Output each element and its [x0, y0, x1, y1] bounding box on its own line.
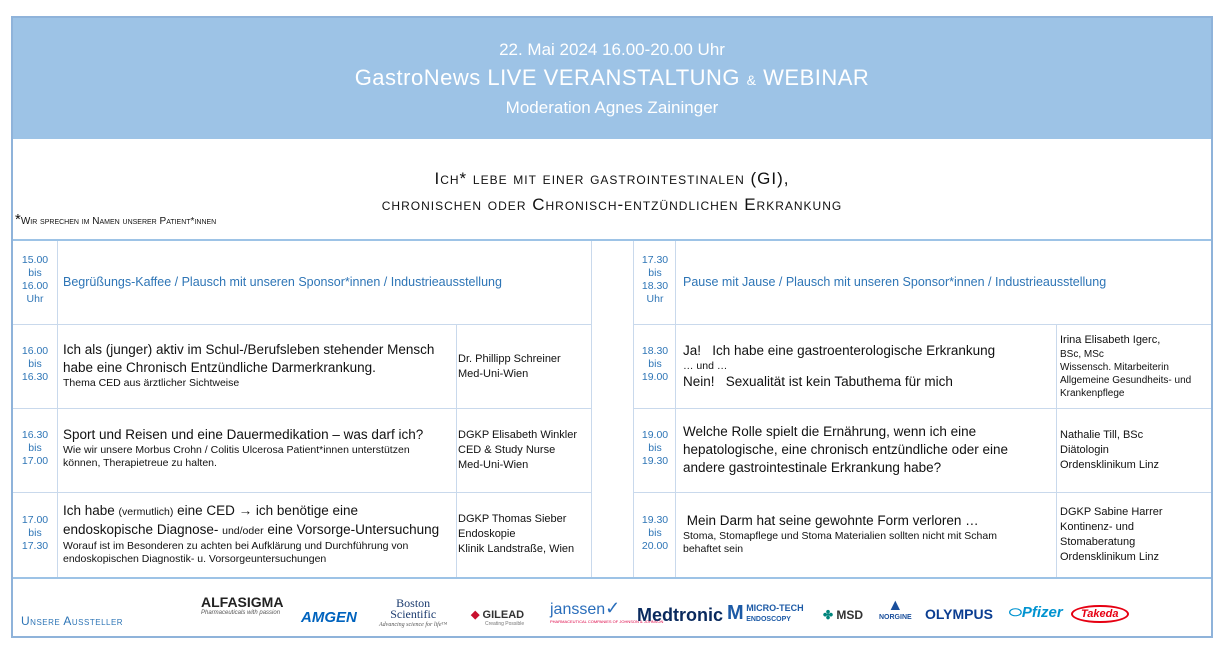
- speaker: DGKP Thomas Sieber Endoskopie Klinik Landstraße, Wien: [458, 513, 575, 555]
- gilead-icon: ◆: [471, 609, 480, 621]
- talk-subtitle: … und …: [683, 360, 728, 372]
- time-slot: 19.00 bis 19.30: [641, 429, 669, 467]
- norgine-icon: ▲: [887, 597, 904, 614]
- talk-title: Sport und Reisen und eine Dauermedikation – was darf ich? Wie wir unsere Morbus Crohn / Colitis Ulcerosa Patient*innen unterstützen können, Therapietreue zu halten.: [63, 426, 453, 470]
- footnote: [15, 211, 216, 228]
- speaker: DGKP Sabine Harrer Kontinenz- und Stomaberatung Ordensklinikum Linz: [1060, 506, 1163, 563]
- speaker: Dr. Phillipp Schreiner Med-Uni-Wien: [458, 353, 561, 380]
- talk-subtitle: können, Therapietreue zu halten.: [63, 457, 217, 469]
- talk-subtitle: endoskopischen Diagnostik- u. Vorsorgeuntersuchungen: [63, 553, 327, 565]
- grid-line: [591, 241, 592, 577]
- exhibitors-label: Unsere Aussteller: [21, 614, 124, 628]
- boston-scientific-logo: Boston Scientific Advancing science for life™: [379, 596, 448, 628]
- time-slot: 17.30 bis 18.30 Uhr: [641, 254, 669, 305]
- grid-line: [633, 408, 1211, 409]
- time-slot: 16.30 bis 17.00: [21, 429, 49, 467]
- talk-title: Ich habe (vermutlich) eine CED → ich benötige eine endoskopische Diagnose- und/oder eine Vorsorge-Untersuchung Worauf ist im Besonderen zu achten bei Aufklärung und Durchführung von endoskopischen Diagnostik- u. Vorsorgeuntersuchungen: [63, 502, 453, 566]
- talk-subtitle: Wie wir unsere Morbus Crohn / Colitis Ulcerosa Patient*innen unterstützen: [63, 444, 410, 456]
- header-band: [13, 18, 1211, 139]
- time-slot: 16.00 bis 16.30: [21, 345, 49, 383]
- grid-line: [57, 241, 58, 577]
- time-slot: 17.00 bis 17.30: [21, 514, 49, 552]
- speaker: Nathalie Till, BSc Diätologin Ordensklinikum Linz: [1060, 429, 1160, 471]
- grid-line: [633, 324, 1211, 325]
- micro-tech-logo: M MICRO-TECH ENDOSCOPY: [727, 602, 804, 624]
- event-date: 22. Mai 2024 16.00-20.00 Uhr: [499, 40, 725, 59]
- speaker: DGKP Elisabeth Winkler CED & Study Nurse Med-Uni-Wien: [458, 429, 578, 471]
- exhibitor-divider: [13, 577, 1211, 579]
- pfizer-logo: ⬭Pfizer: [1009, 604, 1063, 621]
- talk-subtitle: Thema CED aus ärztlicher Sichtweise: [63, 377, 240, 389]
- talk-subtitle: behaftet sein: [683, 543, 744, 555]
- theme-line-2: chronischen oder Chronisch-entzündlichen Erkrankung: [381, 195, 843, 214]
- talk-subtitle: Stoma, Stomapflege und Stoma Materialien sollten nicht mit Scham: [683, 530, 997, 542]
- grid-line: [633, 492, 1211, 493]
- micro-tech-icon: M: [727, 602, 744, 624]
- olympus-logo: OLYMPUS: [925, 606, 993, 622]
- takeda-logo: Takeda: [1071, 605, 1129, 623]
- grid-line: [675, 241, 676, 577]
- event-title-part-b: WEBINAR: [763, 65, 870, 90]
- talk-subtitle: Worauf ist im Besonderen zu achten bei Aufklärung und Durchführung von: [63, 540, 409, 552]
- event-title: [13, 65, 1211, 91]
- gilead-logo: ◆ GILEAD Creating Possible: [471, 609, 525, 627]
- grid-line: [13, 408, 591, 409]
- moderation: Moderation Agnes Zaininger: [505, 98, 719, 117]
- msd-icon: ✤: [823, 608, 834, 622]
- theme-divider: [13, 239, 1211, 241]
- talk-title: Mein Darm hat seine gewohnte Form verloren … Stoma, Stomapflege und Stoma Materialien sollten nicht mit Scham behaftet sein: [683, 512, 1053, 556]
- talk-title: Welche Rolle spielt die Ernährung, wenn ich eine hepatologische, eine chronisch entzündliche oder eine andere gastrointestinale Erkrankung habe?: [683, 424, 1008, 475]
- alfasigma-logo: ALFASIGMA Pharmaceuticals with passion: [201, 594, 284, 616]
- footnote-star: *: [15, 211, 21, 228]
- pfizer-icon: ⬭: [1009, 604, 1022, 621]
- footnote-text: Wir sprechen im Namen unserer Patient*innen: [20, 216, 217, 227]
- grid-line: [633, 241, 634, 577]
- program-frame: [11, 16, 1213, 638]
- janssen-icon: ✓: [605, 598, 621, 618]
- talk-title: Ja! Ich habe eine gastroenterologische Erkrankung … und … Nein! Sexualität ist kein Tabuthema für mich: [683, 342, 1053, 391]
- event-title-amp: &: [746, 72, 757, 88]
- theme-line-1: Ich* lebe mit einer gastrointestinalen (GI),: [434, 169, 790, 188]
- msd-logo: ✤ MSD: [823, 608, 864, 622]
- janssen-logo: janssen✓ PHARMACEUTICAL COMPANIES OF JOHNSON & JOHNSON: [550, 598, 664, 624]
- amgen-logo: AMGEN: [301, 609, 357, 626]
- grid-line: [13, 324, 591, 325]
- talk-title: Ich als (junger) aktiv im Schul-/Berufsleben stehender Mensch habe eine Chronisch Entzündliche Darmerkrankung. Thema CED aus ärztlicher Sichtweise: [63, 341, 451, 390]
- norgine-logo: ▲ NORGINE: [879, 597, 912, 621]
- break-title: Begrüßungs-Kaffee / Plausch mit unseren Sponsor*innen / Industrieausstellung: [63, 275, 502, 289]
- medtronic-logo: Medtronic: [637, 605, 724, 625]
- time-slot: 19.30 bis 20.00: [641, 514, 669, 552]
- time-slot: 15.00 bis 16.00 Uhr: [21, 254, 49, 305]
- speaker: Irina Elisabeth Igerc, BSc, MSc Wissensch. Mitarbeiterin Allgemeine Gesundheits- und Krankenpflege: [1060, 334, 1192, 399]
- event-title-part-a: GastroNews LIVE VERANSTALTUNG: [354, 65, 741, 90]
- time-slot: 18.30 bis 19.00: [641, 345, 669, 383]
- break-title: Pause mit Jause / Plausch mit unseren Sponsor*innen / Industrieausstellung: [683, 275, 1107, 289]
- grid-line: [13, 492, 591, 493]
